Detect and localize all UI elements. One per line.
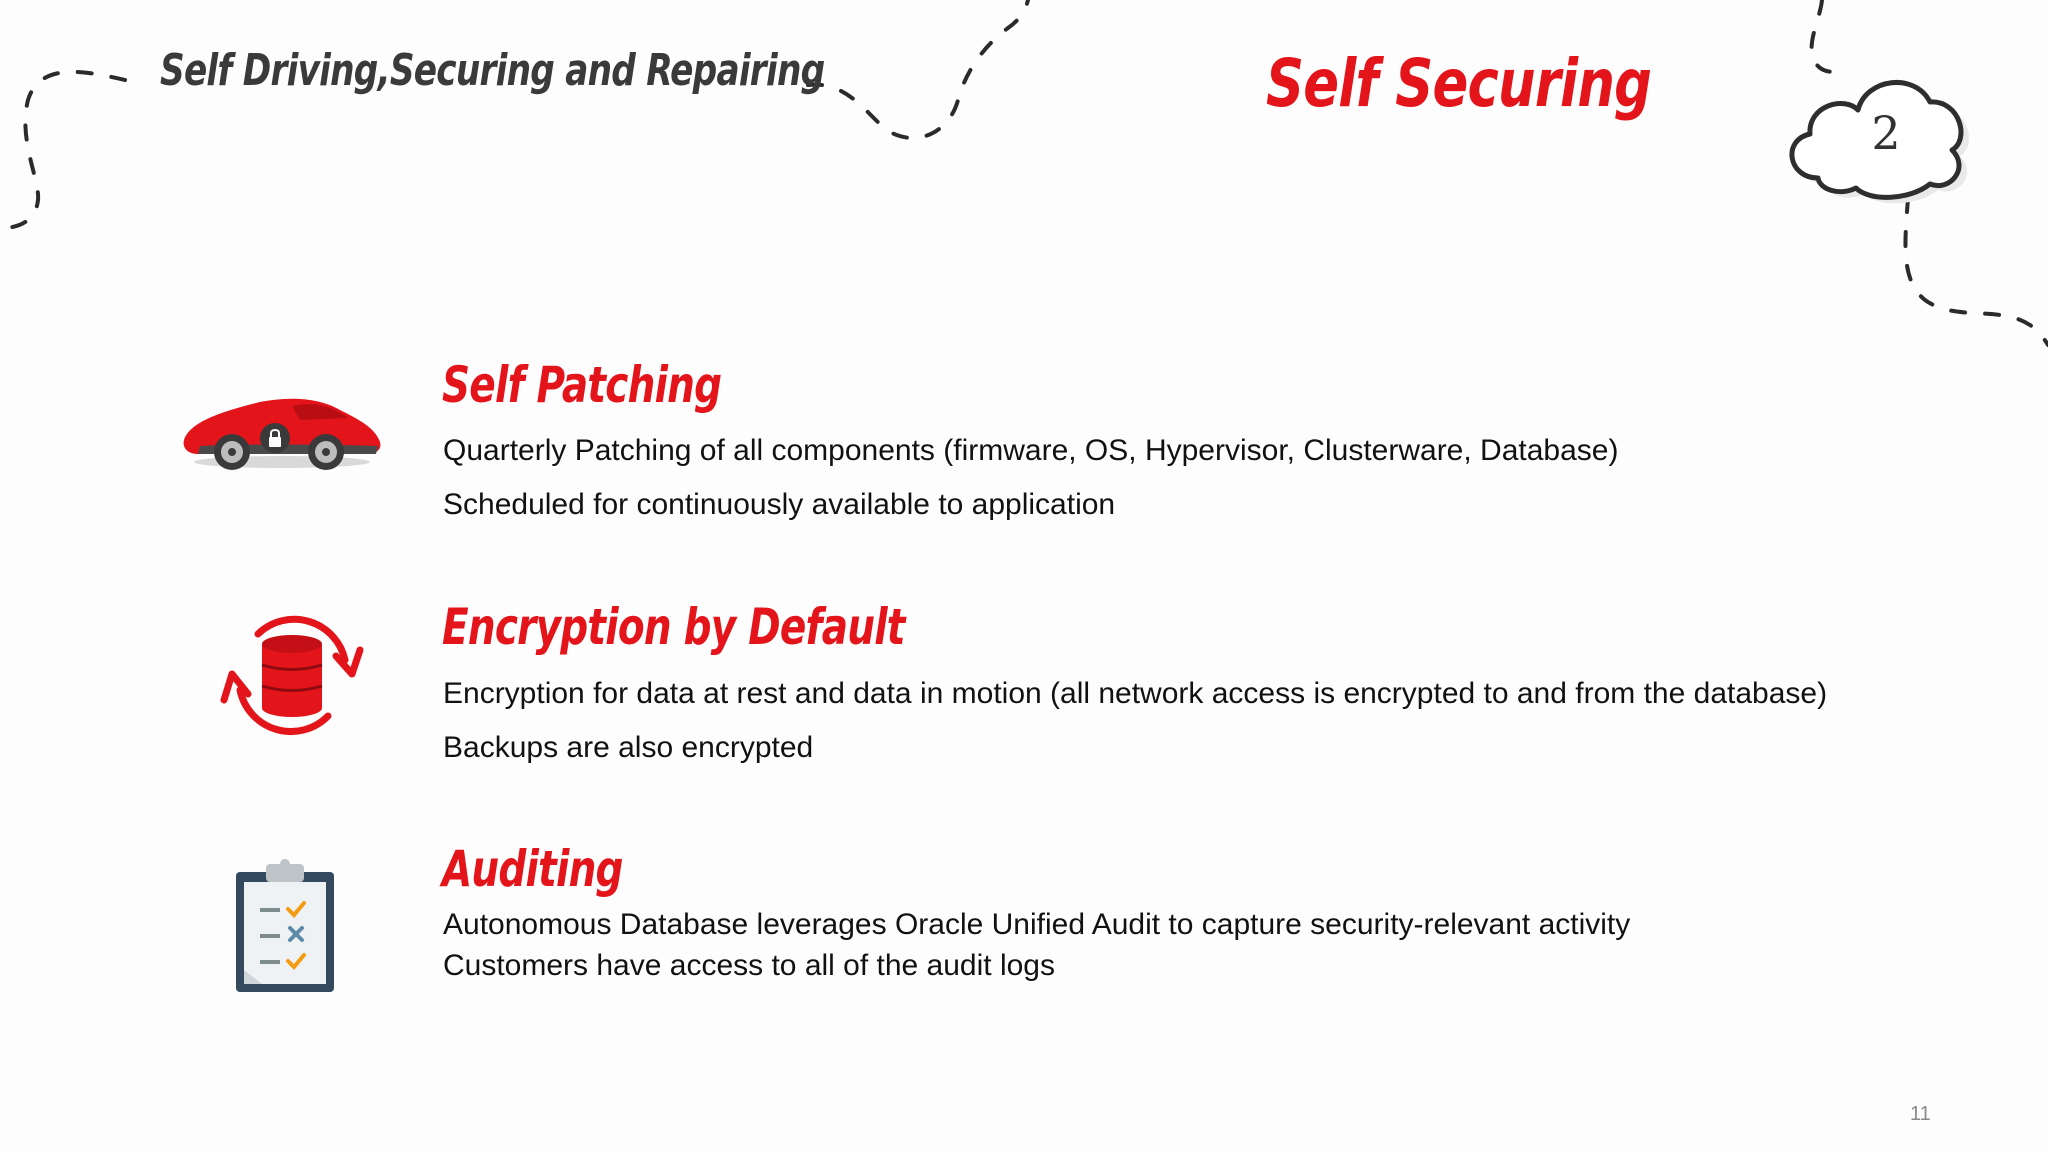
section-title-encryption-by-default: Encryption by Default — [442, 598, 905, 656]
clipboard-checklist-icon — [232, 858, 338, 996]
section-1-line-1: Quarterly Patching of all components (firmware, OS, Hypervisor, Clusterware, Database) — [443, 434, 1619, 467]
slide-title: Self Securing — [1266, 45, 1652, 122]
cloud-number: 2 — [1871, 106, 1901, 160]
slide-subtitle: Self Driving,Securing and Repairing — [160, 45, 825, 96]
section-2-line-2: Backups are also encrypted — [443, 731, 814, 764]
section-1-line-2: Scheduled for continuously available to application — [443, 488, 1116, 521]
page-number: 11 — [1910, 1103, 1931, 1125]
sports-car-lock-icon — [180, 392, 385, 476]
section-2-line-1: Encryption for data at rest and data in motion (all network access is encrypted to and from the database) — [443, 677, 1828, 710]
section-3-line-1: Autonomous Database leverages Oracle Unified Audit to capture security-relevant activity — [443, 908, 1631, 941]
database-sync-icon — [220, 612, 365, 737]
section-title-auditing: Auditing — [442, 840, 623, 898]
section-title-self-patching: Self Patching — [442, 356, 722, 414]
section-3-line-2: Customers have access to all of the audit logs — [443, 949, 1055, 982]
